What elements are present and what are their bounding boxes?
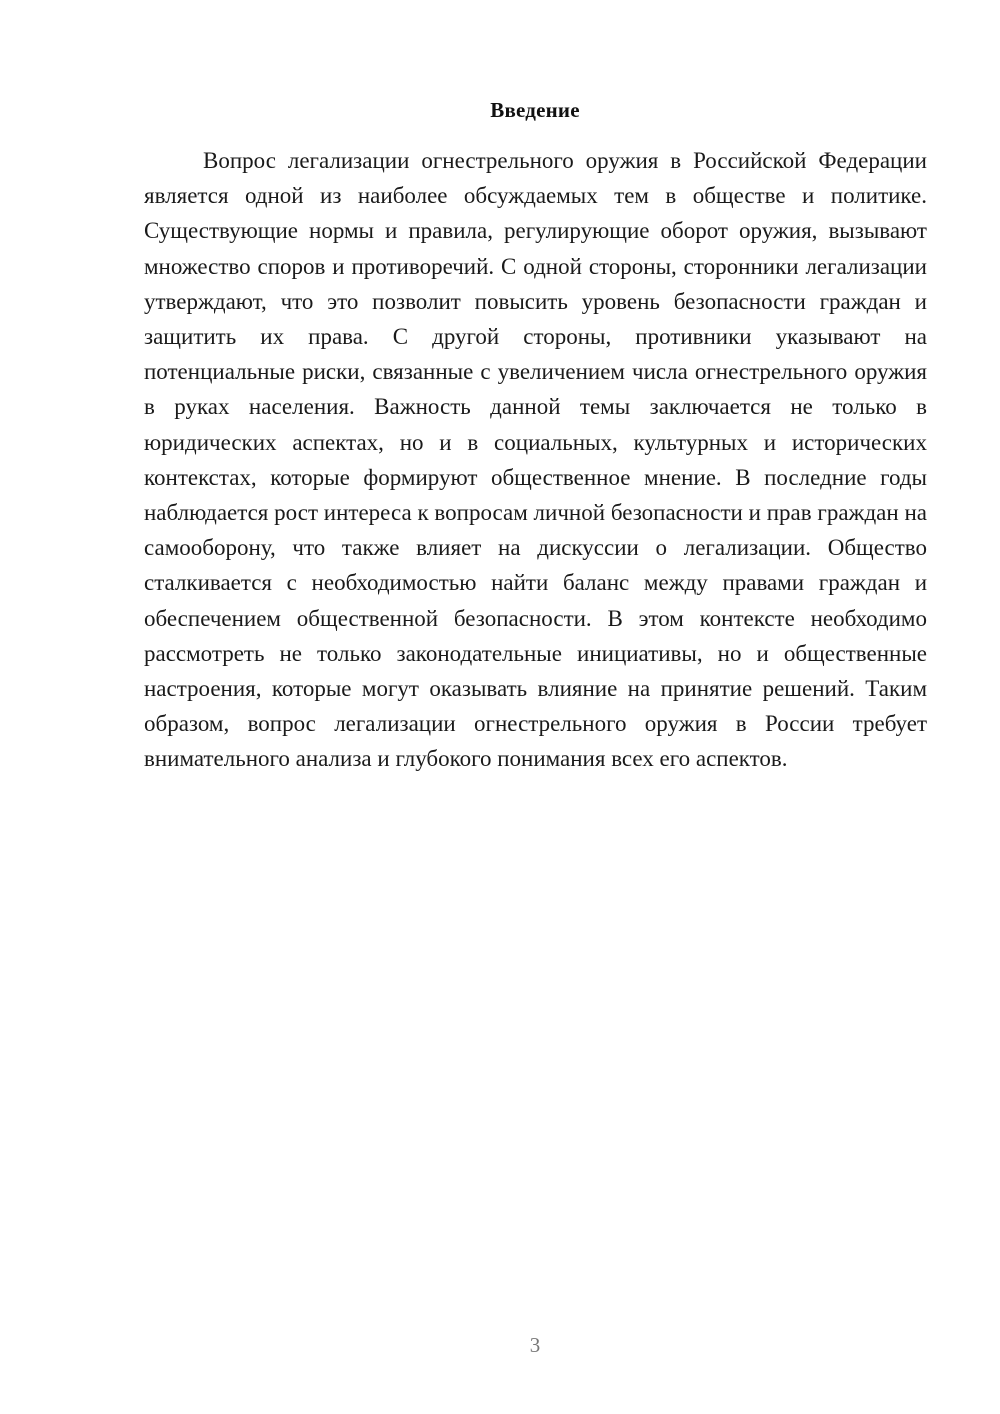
page-number: 3 [529,1333,541,1357]
body-paragraph: Вопрос легализации огнестрельного оружия в Российской Федерации является одной из наиболее обсуждаемых тем в обществе и политике. Существующие нормы и правила, регулирующие оборот оружия, вызывают множество споров и противоречий. С одной стороны, сторонники легализации утверждают, что это позволит повысить уровень безопасности граждан и защитить их права. С другой стороны, противники указывают на потенциальные риски, связанные с увеличением числа огнестрельного оружия в руках населения. Важность данной темы заключается не только в юридических аспектах, но и в социальных, культурных и исторических контекстах, которые формируют общественное мнение. В последние годы наблюдается рост интереса к вопросам личной безопасности и прав граждан на самооборону, что также влияет на дискуссии о легализации. Общество сталкивается с необходимостью найти баланс между правами граждан и обеспечением общественной безопасности. В этом контексте необходимо рассмотреть не только законодательные инициативы, но и общественные настроения, которые могут оказывать влияние на принятие решений. Таким образом, вопрос легализации огнестрельного оружия в России требует внимательного анализа и глубокого понимания всех его аспектов. [144,148,927,772]
section-heading: Введение [490,98,580,122]
